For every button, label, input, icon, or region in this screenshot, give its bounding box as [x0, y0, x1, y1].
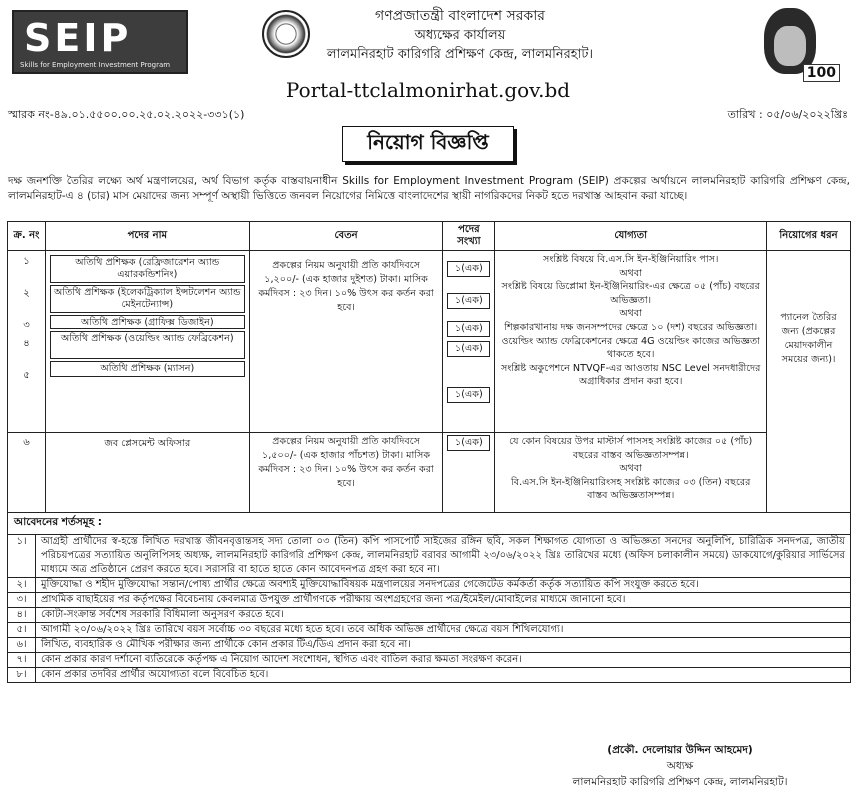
table-row: [8, 251, 851, 433]
term-number: ৪।: [8, 608, 36, 622]
qualification-line: সংশ্লিষ্ট বিষয়ে ডিপ্লোমা ইন-ইঞ্জিনিয়ারিং-এর ক্ষেত্রে ০৫ (পাঁচ) বছরের অভিজ্ঞতা।: [501, 281, 760, 306]
qualification-or: অথবা: [619, 267, 643, 279]
letterhead: [0, 0, 856, 120]
qualification-line: সংশ্লিষ্ট অকুপেশনে NTVQF-এর আওতায় NSC Level সনদধারীদের অগ্রাধিকার প্রদান করা হবে।: [500, 362, 761, 388]
post-count-1: ১(এক): [447, 261, 490, 277]
government-name: গণপ্রজাতন্ত্রী বাংলাদেশ সরকার: [375, 8, 545, 24]
list-item: [8, 653, 850, 668]
header-salary: বেতন: [249, 222, 443, 251]
table-row: [8, 433, 851, 513]
application-terms: [7, 512, 851, 683]
post-count-6: ১(এক): [447, 435, 490, 451]
post-name-3: অতিথি প্রশিক্ষক (গ্রাফিক্স ডিজাইন): [50, 315, 245, 329]
list-item: [8, 593, 850, 608]
qualification-line: ওয়েল্ডিং অ্যান্ড ফেব্রিকেশনের ক্ষেত্রে 4G ওয়েল্ডিং কাজের অভিজ্ঞতা থাকতে হবে।: [501, 335, 760, 361]
posts-table: [7, 221, 851, 513]
qualification-line: সংশ্লিষ্ট বিষয়ে বি.এস.সি ইন-ইঞ্জিনিয়ারিং পাস।: [542, 254, 719, 265]
term-text: লিখিত, ব্যবহারিক ও মৌখিক পরীক্ষার জন্য প্রার্থীকে কোন প্রকার টিএ/ডিএ প্রদান করা হবে না।: [41, 639, 411, 650]
term-text: কোন প্রকার কারণ দর্শানো ব্যতিরেকে কর্তৃপক্ষ এ নিয়োগ আদেশ সংশোধন, স্থগিত এবং বাতিল করার ক্ষমতা সংরক্ষণ করেন।: [41, 654, 522, 665]
term-number: ২।: [8, 578, 36, 592]
post-count-cell: [443, 433, 495, 513]
salary-cell: [249, 433, 443, 513]
header-post-name: পদের নাম: [45, 222, 249, 251]
seip-logo-text: SEIP: [24, 16, 132, 60]
post-name-4: অতিথি প্রশিক্ষক (ওয়েল্ডিং অ্যান্ড ফেব্রিকেশন): [50, 331, 245, 359]
post-sl-3: ৩: [23, 320, 30, 331]
term-text: প্রাথমিক বাছাইয়ের পর কর্তৃপক্ষের বিবেচনায় কেবলমাত্র উপযুক্ত প্রার্থীগণকে পরীক্ষায় অংশগ্রহণের জন্য পত্র/ইমেইল/মোবাইলের মাধ্যমে জানানো হবে।: [41, 594, 626, 605]
qualification-or: অথবা: [619, 463, 643, 475]
header-appointment-type: নিয়োগের ধরন: [767, 222, 851, 251]
sl-cell: [8, 251, 46, 433]
notice-title: নিয়োগ বিজ্ঞপ্তি: [342, 126, 514, 162]
appointment-type-text: প্যানেল তৈরির জন্য (প্রকল্পের মেয়াদকালীন সময়ের জন্য)।: [780, 312, 837, 365]
qualification-cell: [495, 433, 767, 513]
post-count-cell: [443, 251, 495, 433]
term-text: মুক্তিযোদ্ধা ও শহীদ মুক্তিযোদ্ধা সন্তান/পোষ্য প্রার্থীর ক্ষেত্রে অবশ্যই মুক্তিযোদ্ধাবিষয়ক মন্ত্রণালয়ের সনদপত্রের গেজেটেড কর্মকর্তা কর্তৃক সত্যায়িত কপি সংযুক্ত করতে হবে।: [41, 579, 699, 590]
post-name-5: অতিথি প্রশিক্ষক (ম্যাসন): [50, 361, 245, 377]
post-name-2: অতিথি প্রশিক্ষক (ইলেকট্রিক্যাল ইন্সটলেশন অ্যান্ড মেইনটেন্যান্স): [50, 285, 245, 313]
term-text: আগামী ২০/০৬/২০২২ খ্রিঃ তারিখে বয়স সর্বোচ্চ ৩০ বছরের মধ্যে হতে হবে। তবে অধিক অভিজ্ঞ প্রার্থীদের ক্ষেত্রে বয়স শিথিলযোগ্য।: [41, 624, 564, 635]
mujib-100-logo: [746, 6, 842, 86]
qualification-list-2: [499, 435, 762, 503]
salary-text-2: প্রকল্পের নিয়ম অনুযায়ী প্রতি কার্যদিবসে ১,৫০০/- (এক হাজার পাঁচশত) টাকা। মাসিক কর্মদিবস : ২৩ দিন। ১০% উৎস কর কর্তন করা হবে।: [258, 436, 434, 489]
post-name-cell: [45, 251, 249, 433]
signatory-office: লালমনিরহাট কারিগরি প্রশিক্ষণ কেন্দ্র, লালমনিরহাট।: [572, 776, 788, 788]
office-heading: [240, 6, 680, 64]
post-sl-2: ২: [23, 288, 30, 299]
post-count-2: ১(এক): [447, 293, 490, 309]
memo-date: তারিখ : ০৫/০৬/২০২২খ্রিঃ: [727, 108, 848, 121]
post-sl-1: ১: [23, 256, 30, 267]
qualification-line: যে কোন বিষয়ের উপর মাস্টার্স পাসসহ সংশ্লিষ্ট কাজের ০৫ (পাঁচ) বছরের বাস্তব অভিজ্ঞতাসম্পন্ন।: [509, 436, 753, 461]
term-text: কোন প্রকার তদবির প্রার্থীর অযোগ্যতা বলে বিবেচিত হবে।: [41, 669, 269, 680]
qualification-list-1: [499, 253, 762, 389]
term-number: ৩।: [8, 593, 36, 607]
post-name-6: জব প্লেসমেন্ট অফিসার: [104, 438, 191, 449]
terms-heading: আবেদনের শর্তসমূহ :: [8, 513, 850, 535]
appointment-type-cell: [767, 251, 851, 513]
term-number: ৬।: [8, 638, 36, 652]
post-sl-5: ৫: [23, 370, 30, 381]
seip-logo-subtext: Skills for Employment Investment Program: [20, 61, 171, 69]
list-item: [8, 578, 850, 593]
post-name-1: অতিথি প্রশিক্ষক (রেফ্রিজারেশন অ্যান্ড এয়ারকন্ডিশনিং): [50, 255, 245, 283]
term-text: আগ্রহী প্রার্থীদের স্ব-হস্তে লিখিত দরখাস্ত জীবনবৃত্তান্তসহ সদ্য তোলা ০৩ (তিন) কপি পাসপোর্ট সাইজের রঙ্গিন ছবি, সকল শিক্ষাগত যোগ্যতা ও অভিজ্ঞতা সনদের অনুলিপি, চারিত্রিক সনদপত্র, জাতীয় পরিচয়পত্রের সত্যায়িত অনুলিপিসহ অধ্যক্ষ, লালমনিরহাট কারিগরি প্রশিক্ষণ কেন্দ্র, লালমনিরহাট বরাবর আগামী ২৩/০৬/২০২২ খ্রিঃ তারিখের মধ্যে (অফিস চলাকালীন সময়ে) ডাকযোগে/কুরিয়ার সার্ভিসের মাধ্যমে অত্র প্রতিষ্ঠানে প্রেরণ করতে হবে। সরাসরি বা হাতে হাতে কোন আবেদনপত্র গ্রহণ করা হবে না।: [41, 536, 845, 575]
table-header-row: [8, 222, 851, 251]
memo-number: স্মারক নং-৪৯.০১.৫৫০০.০০.২৫.০২.২০২২-৩৩১(১): [8, 108, 245, 121]
term-number: ৭।: [8, 653, 36, 667]
list-item: [8, 535, 850, 578]
qualification-cell: [495, 251, 767, 433]
institute-name: লালমনিরহাট কারিগরি প্রশিক্ষণ কেন্দ্র, লালমনিরহাট।: [326, 47, 594, 62]
term-number: ১।: [8, 535, 36, 577]
list-item: [8, 638, 850, 653]
mujib-100-badge: 100: [803, 64, 840, 82]
signature-block: [520, 742, 840, 790]
qualification-line: বি.এস.সি ইন-ইঞ্জিনিয়ারিংসহ সংশ্লিষ্ট কাজের ০৩ (তিন) বছরের বাস্তব অভিজ্ঞতাসম্পন্ন।: [511, 476, 751, 502]
term-text: কোটা-সংক্রান্ত সর্বশেষ সরকারি বিধিমালা অনুসরণ করতে হবে।: [41, 609, 284, 620]
portal-url: Portal-ttclalmonirhat.gov.bd: [285, 78, 571, 102]
qualification-line: শিল্পকারখানায় দক্ষ জনসম্পদের ক্ষেত্রে ১০ (দশ) বছরের অভিজ্ঞতা।: [504, 321, 758, 333]
post-name-cell: [45, 433, 249, 513]
list-item: [8, 623, 850, 638]
memo-row: [8, 104, 848, 124]
office-name: অধ্যক্ষের কার্যালয়: [414, 28, 506, 43]
list-item: [8, 608, 850, 623]
signatory-name: (প্রকৌ. দেলোয়ার উদ্দিন আহমেদ): [607, 744, 753, 756]
post-count-5: ১(এক): [447, 387, 490, 403]
salary-text-1: প্রকল্পের নিয়ম অনুযায়ী প্রতি কার্যদিবসে ১,২০০/- (এক হাজার দুইশত) টাকা। মাসিক কর্মদিবস : ২৩ দিন। ১০% উৎস কর কর্তন করা হবে।: [258, 260, 434, 313]
qualification-or: অথবা: [619, 308, 643, 320]
seip-logo: [12, 10, 188, 74]
header-qualification: যোগ্যতা: [495, 222, 767, 251]
sl-cell: ৬: [8, 433, 46, 513]
header-post-count: পদের সংখ্যা: [443, 222, 495, 251]
post-count-4: ১(এক): [447, 341, 490, 357]
term-number: ৫।: [8, 623, 36, 637]
signatory-designation: অধ্যক্ষ: [666, 760, 694, 772]
salary-cell: [249, 251, 443, 433]
post-sl-4: ৪: [23, 338, 30, 349]
term-number: ৮।: [8, 668, 36, 682]
list-item: [8, 668, 850, 682]
header-sl: ক্র. নং: [8, 222, 46, 251]
intro-paragraph: দক্ষ জনশক্তি তৈরির লক্ষ্যে অর্থ মন্ত্রণালয়ের, অর্থ বিভাগ কর্তৃক বাস্তবায়নাধীন Skills for Employment Investment Program (SEIP) প্রকল্পের অর্থায়নে লালমনিরহাট কারিগরি প্রশিক্ষণ কেন্দ্র, লালমনিরহাট-এ ৪ (চার) মাস মেয়াদের জন্য সম্পূর্ণ অস্থায়ী ভিত্তিতে জনবল নিয়োগের নিমিত্তে বাংলাদেশের স্থায়ী নাগরিকদের নিকট হতে দরখাস্ত আহবান করা যাচ্ছে।: [8, 175, 850, 202]
post-count-3: ১(এক): [447, 321, 490, 337]
